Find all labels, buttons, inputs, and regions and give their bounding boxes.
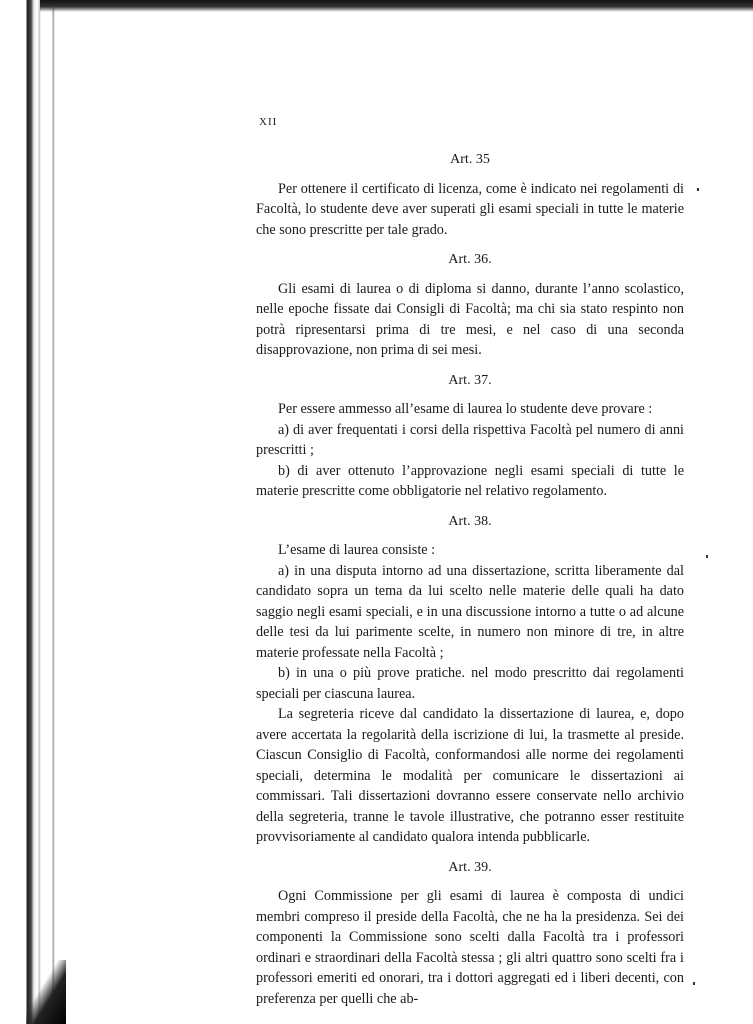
article-paragraph: Ogni Commissione per gli esami di laurea è composta di undici membri compreso il preside della Facoltà, che ne ha la presidenza. Sei dei componenti la Commissione sono scelti dalla Facoltà tra i professori ordinari e straordinari della Facoltà stessa ; gli altri quattro sono scelti fra i professori emeriti ed onorari, tra i dottori aggregati ed i liberi decenti, con preferenza per quelli che ab- [256,888,684,1007]
article-paragraph: L’esame di laurea consiste : [278,542,436,558]
scan-speck [693,982,695,985]
article-heading: Art. 38. [448,513,492,529]
article-36 [256,250,684,361]
article-38 [256,512,684,848]
page-body [256,150,684,1019]
article-paragraph: La segreteria riceve dal candidato la dissertazione di laurea, e, dopo avere accertata la regolarità della iscrizione di lui, la trasmette al preside. Ciascun Consiglio di Facoltà, conformandosi alle norme dei regolamenti speciali, determina le modalità per comunicare le dissertazioni ai commissari. Tali dissertazioni dovranno essere conservate nello archivio della segreteria, tranne le tavole illustrative, che potranno esser restituite provvisoriamente al candidato qualora intenda pubblicarle. [256,706,684,845]
article-paragraph: a) in una disputa intorno ad una dissertazione, scritta liberamente dal candidato sopra un tema da lui scelto nelle materie delle quali ha dato saggio negli esami speciali, e in una discussione intorno a tutte o ad alcune delle tesi da lui parimente scelte, in numero non minore di tre, in altre materie professate nella Facoltà ; [256,562,684,661]
article-heading: Art. 37. [448,372,492,388]
article-paragraph: Gli esami di laurea o di diploma si danno, durante l’anno scolastico, nelle epoche fissate dai Consigli di Facoltà; ma chi sia stato respinto non potrà ripresentarsi prima di tre mesi, e nel caso di una seconda disapprovazione, non prima di sei mesi. [256,280,684,358]
scan-binding-edge [0,0,70,1024]
article-paragraph: a) di aver frequentati i corsi della rispettiva Facoltà pel numero di anni prescritti ; [256,421,684,458]
article-39 [256,858,684,1010]
article-paragraph: Per ottenere il certificato di licenza, come è indicato nei regolamenti di Facoltà, lo studente deve aver superati gli esami speciali in tutte le materie che sono prescritte per tale grado. [256,180,684,238]
scan-speck [697,188,699,191]
article-heading: Art. 39. [448,859,492,875]
scan-corner-shadow [26,960,66,1024]
page-folio: XII [259,116,278,128]
article-paragraph: Per essere ammesso all’esame di laurea lo studente deve provare : [278,401,653,417]
article-paragraph: b) di aver ottenuto l’approvazione negli esami speciali di tutte le materie prescritte come obbligatorie nel relativo regolamento. [256,462,684,499]
article-heading: Art. 36. [448,252,492,267]
article-paragraph: b) in una o più prove pratiche. nel modo prescritto dai regolamenti speciali per ciascuna laurea. [256,665,684,702]
scan-speck [706,555,708,558]
article-heading: Art. 35 [450,152,490,167]
article-35 [256,150,684,240]
article-37 [256,371,684,502]
scan-top-edge [40,0,753,12]
